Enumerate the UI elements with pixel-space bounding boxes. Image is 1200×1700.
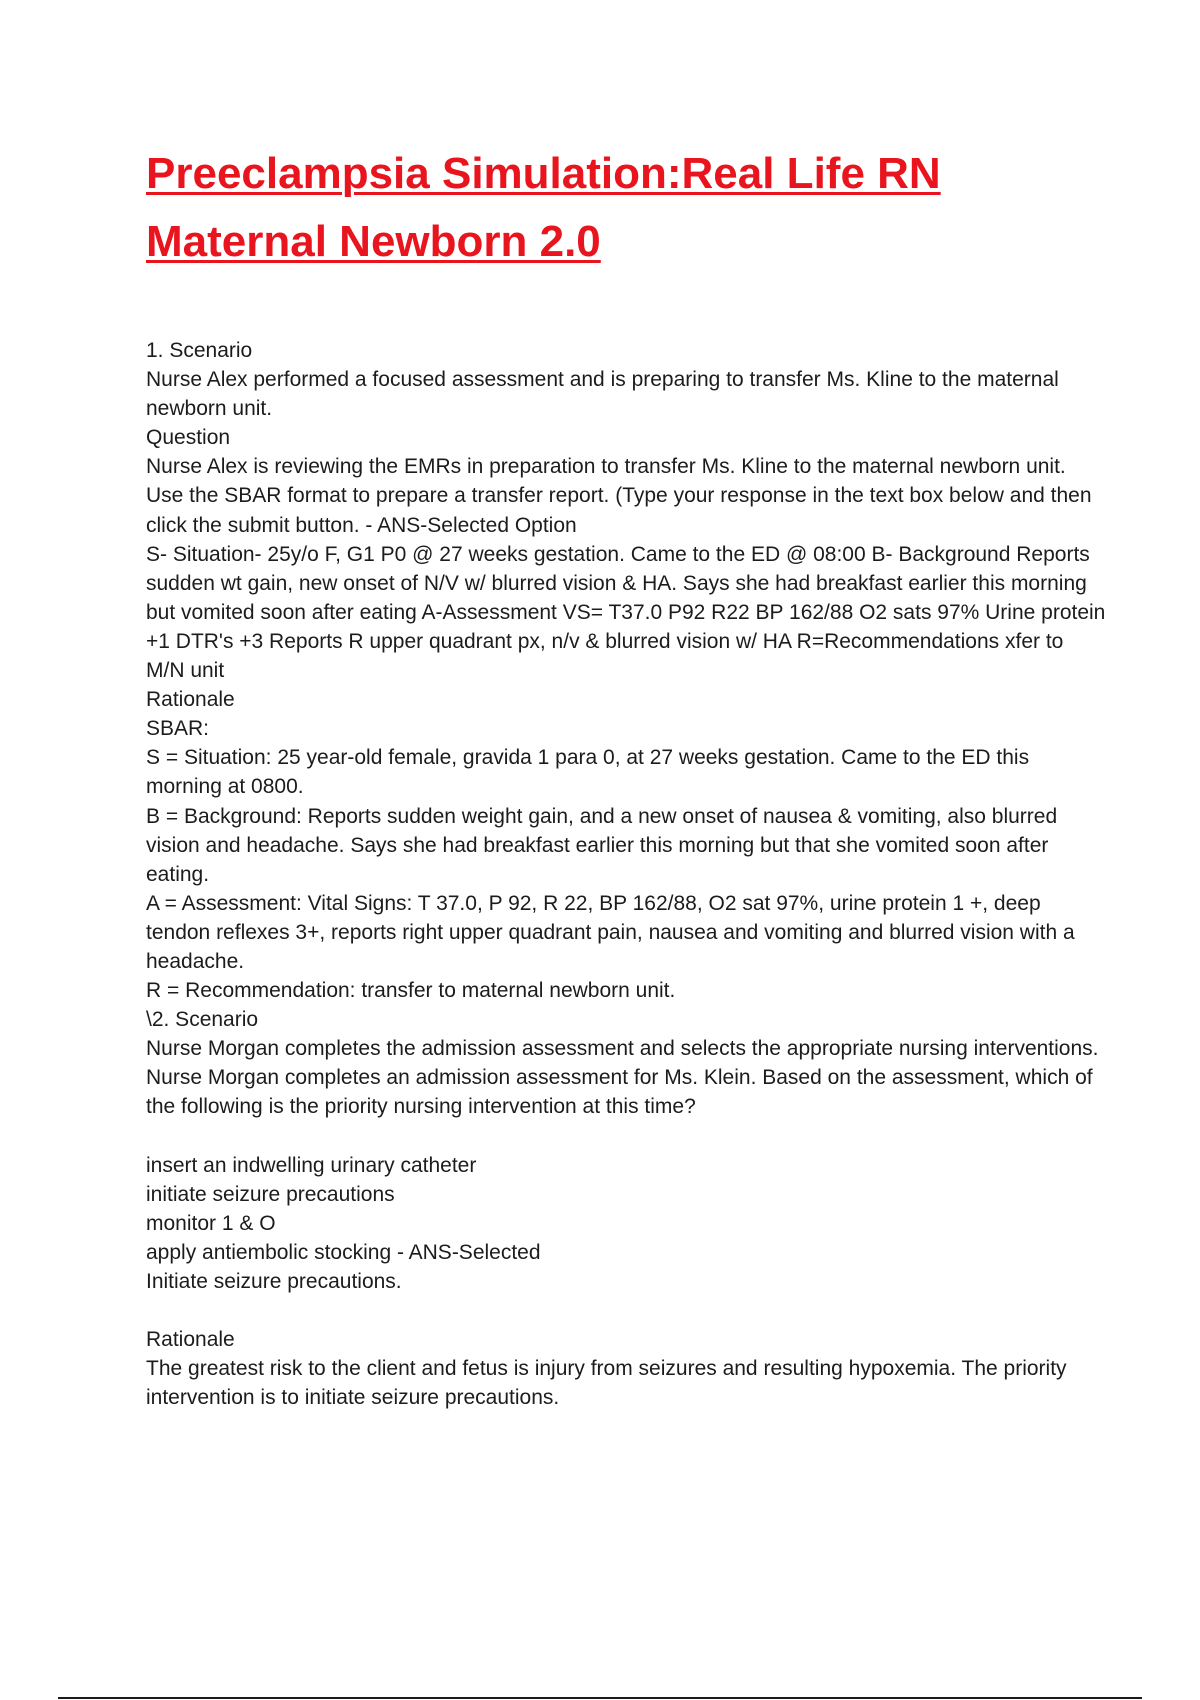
correct-answer: Initiate seizure precautions. <box>146 1270 402 1293</box>
option-item: insert an indwelling urinary catheter <box>146 1153 477 1177</box>
option-item-selected: apply antiembolic stocking - ANS-Selected <box>146 1240 541 1264</box>
option-item: initiate seizure precautions <box>146 1182 395 1206</box>
option-item: monitor 1 & O <box>146 1211 276 1235</box>
sbar-recommendation: R = Recommendation: transfer to maternal newborn unit. <box>146 979 676 1003</box>
footer-divider <box>58 1697 1142 1699</box>
question-heading: Question <box>146 426 231 450</box>
scenario-2-heading: \2. Scenario <box>146 1008 259 1032</box>
spacer <box>146 1296 1106 1325</box>
sbar-background: B = Background: Reports sudden weight gain, and a new onset of nausea & vomiting, also blurred vision and headache. Says she had breakfast earlier this morning but that she vomited soon after eating. <box>146 804 1058 886</box>
scenario-1-heading: 1. Scenario <box>146 339 253 362</box>
question-text: Nurse Alex is reviewing the EMRs in preparation to transfer Ms. Kline to the maternal newborn unit. Use the SBAR format to prepare a transfer report. (Type your response in the text box below and then click the submit button. - ANS-Selected Option <box>146 455 1092 537</box>
spacer <box>146 1122 1106 1151</box>
title-line-2: Maternal Newborn 2.0 <box>146 217 601 266</box>
rationale-2-heading: Rationale <box>146 1328 235 1352</box>
title-line-1: Preeclampsia Simulation:Real Life RN <box>146 149 941 198</box>
sbar-assessment: A = Assessment: Vital Signs: T 37.0, P 92, R 22, BP 162/88, O2 sat 97%, urine protein 1 +, deep tendon reflexes 3+, reports right upper quadrant pain, nausea and vomiting and blurred vision with a headache. <box>146 891 1075 973</box>
sbar-heading: SBAR: <box>146 717 210 741</box>
answer-text: S- Situation- 25y/o F, G1 P0 @ 27 weeks gestation. Came to the ED @ 08:00 B- Background Reports sudden wt gain, new onset of N/V w/ blurred vision & HA. Says she had breakfast earlier this morning but vomited soon after eating A-Assessment VS= T37.0 P92 R22 BP 162/88 O2 sats 97% Urine protein +1 DTR's +3 Reports R upper quadrant px, n/v & blurred vision w/ HA R=Recommendations xfer to M/N unit <box>146 542 1106 683</box>
sbar-situation: S = Situation: 25 year-old female, gravida 1 para 0, at 27 weeks gestation. Came to the ED this morning at 0800. <box>146 746 1030 799</box>
scenario-1-text: Nurse Alex performed a focused assessment and is preparing to transfer Ms. Kline to the maternal newborn unit. <box>146 368 1059 421</box>
scenario-2-text: Nurse Morgan completes the admission assessment and selects the appropriate nursing interventions. <box>146 1037 1099 1061</box>
question-2-text: Nurse Morgan completes an admission assessment for Ms. Klein. Based on the assessment, which of the following is the priority nursing intervention at this time? <box>146 1066 1093 1119</box>
document-title <box>146 140 1106 276</box>
rationale-2-text: The greatest risk to the client and fetus is injury from seizures and resulting hypoxemia. The priority intervention is to initiate seizure precautions. <box>146 1357 1067 1410</box>
document-body <box>146 336 1106 1412</box>
rationale-1-heading: Rationale <box>146 688 235 712</box>
